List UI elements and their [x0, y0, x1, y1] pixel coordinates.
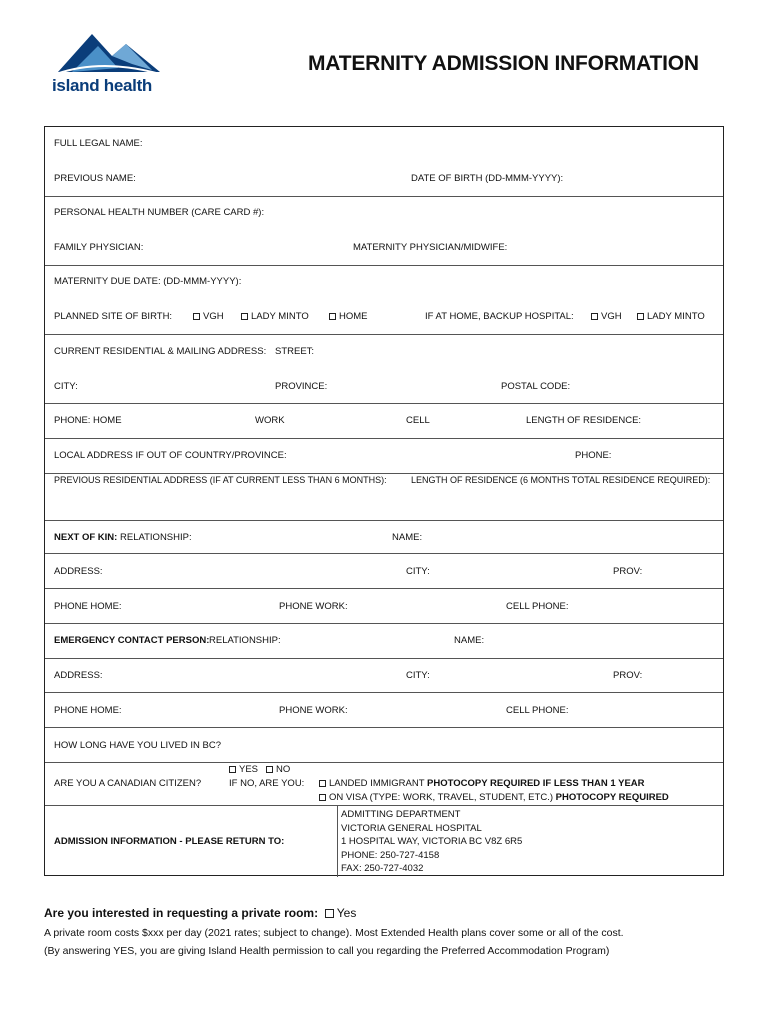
phn-label[interactable]: PERSONAL HEALTH NUMBER (CARE CARD #):	[54, 207, 265, 218]
family-physician-label[interactable]: FAMILY PHYSICIAN:	[54, 242, 144, 253]
on-visa-checkbox[interactable]: ON VISA (TYPE: WORK, TRAVEL, STUDENT, ETC.) PHOTOCOPY REQUIRED	[319, 792, 669, 804]
city-label[interactable]: CITY:	[54, 381, 78, 392]
full-legal-name-label[interactable]: FULL LEGAL NAME:	[54, 138, 143, 149]
checkbox-icon	[193, 313, 200, 320]
return-address: ADMITTING DEPARTMENT VICTORIA GENERAL HOSPITAL 1 HOSPITAL WAY, VICTORIA BC V8Z 6R5 PHONE: 250-727-4158 FAX: 250-727-4032	[341, 809, 523, 874]
how-long-bc-label[interactable]: HOW LONG HAVE YOU LIVED IN BC?	[54, 740, 221, 751]
phone-home-label[interactable]: PHONE: HOME	[54, 415, 122, 426]
admission-form	[44, 126, 724, 876]
previous-name-label[interactable]: PREVIOUS NAME:	[54, 173, 136, 184]
citizen-no-checkbox[interactable]: NO	[266, 764, 290, 776]
province-label[interactable]: PROVINCE:	[275, 381, 328, 392]
nok-relationship-label[interactable]: RELATIONSHIP:	[120, 532, 192, 543]
checkbox-icon	[319, 780, 326, 787]
ec-cell-phone-label[interactable]: CELL PHONE:	[506, 705, 569, 716]
logo-text: island health	[52, 76, 153, 95]
nok-name-label[interactable]: NAME:	[392, 532, 423, 543]
checkbox-icon	[241, 313, 248, 320]
checkbox-icon	[229, 766, 236, 773]
landed-immigrant-checkbox[interactable]: LANDED IMMIGRANT PHOTOCOPY REQUIRED IF LESS THAN 1 YEAR	[319, 778, 645, 790]
backup-hospital-label: IF AT HOME, BACKUP HOSPITAL:	[425, 311, 574, 322]
maternity-physician-label[interactable]: MATERNITY PHYSICIAN/MIDWIFE:	[353, 242, 508, 253]
private-room-note: A private room costs $xxx per day (2021 rates; subject to change). Most Extended Health plans cover some or all of the cost.	[44, 927, 624, 939]
ec-relationship-label[interactable]: RELATIONSHIP:	[209, 635, 281, 646]
nok-phone-work-label[interactable]: PHONE WORK:	[279, 601, 348, 612]
checkbox-icon	[319, 794, 326, 801]
checkbox-icon	[591, 313, 598, 320]
checkbox-icon	[325, 909, 334, 918]
date-of-birth-label[interactable]: DATE OF BIRTH (DD-MMM-YYYY):	[411, 173, 564, 184]
local-address-label[interactable]: LOCAL ADDRESS IF OUT OF COUNTRY/PROVINCE:	[54, 450, 287, 461]
planned-site-label: PLANNED SITE OF BIRTH:	[54, 311, 173, 322]
private-room-permission-note: (By answering YES, you are giving Island Health permission to call you regarding the Preferred Accommodation Program)	[44, 945, 610, 957]
site-lady-minto-checkbox[interactable]: LADY MINTO	[241, 311, 309, 323]
private-room-yes-checkbox[interactable]: Yes	[321, 906, 356, 920]
admission-info-label: ADMISSION INFORMATION - PLEASE RETURN TO:	[54, 836, 285, 847]
length-of-residence-label[interactable]: LENGTH OF RESIDENCE:	[526, 415, 642, 426]
emergency-contact-label: EMERGENCY CONTACT PERSON:	[54, 635, 210, 646]
citizen-yes-checkbox[interactable]: YES	[229, 764, 258, 776]
due-date-label[interactable]: MATERNITY DUE DATE: (DD-MMM-YYYY):	[54, 276, 242, 287]
backup-lady-minto-checkbox[interactable]: LADY MINTO	[637, 311, 705, 323]
checkbox-icon	[329, 313, 336, 320]
ec-phone-work-label[interactable]: PHONE WORK:	[279, 705, 348, 716]
site-vgh-checkbox[interactable]: VGH	[193, 311, 224, 323]
current-address-label: CURRENT RESIDENTIAL & MAILING ADDRESS:	[54, 346, 267, 357]
cell-phone-label[interactable]: CELL	[406, 415, 430, 426]
page-title: MATERNITY ADMISSION INFORMATION	[308, 52, 699, 75]
next-of-kin-label: NEXT OF KIN:	[54, 532, 118, 543]
nok-phone-home-label[interactable]: PHONE HOME:	[54, 601, 122, 612]
work-phone-label[interactable]: WORK	[255, 415, 285, 426]
ec-city-label[interactable]: CITY:	[406, 670, 430, 681]
nok-cell-phone-label[interactable]: CELL PHONE:	[506, 601, 569, 612]
ec-name-label[interactable]: NAME:	[454, 635, 485, 646]
nok-city-label[interactable]: CITY:	[406, 566, 430, 577]
canadian-citizen-label: ARE YOU A CANADIAN CITIZEN?	[54, 778, 202, 789]
previous-length-label[interactable]: LENGTH OF RESIDENCE (6 MONTHS TOTAL RESIDENCE REQUIRED):	[411, 475, 711, 485]
ec-prov-label[interactable]: PROV:	[613, 670, 643, 681]
nok-prov-label[interactable]: PROV:	[613, 566, 643, 577]
checkbox-icon	[266, 766, 273, 773]
postal-code-label[interactable]: POSTAL CODE:	[501, 381, 571, 392]
ec-phone-home-label[interactable]: PHONE HOME:	[54, 705, 122, 716]
checkbox-icon	[637, 313, 644, 320]
ec-address-label[interactable]: ADDRESS:	[54, 670, 103, 681]
site-home-checkbox[interactable]: HOME	[329, 311, 368, 323]
street-label[interactable]: STREET:	[275, 346, 315, 357]
local-phone-label[interactable]: PHONE:	[575, 450, 612, 461]
backup-vgh-checkbox[interactable]: VGH	[591, 311, 622, 323]
nok-address-label[interactable]: ADDRESS:	[54, 566, 103, 577]
previous-address-label[interactable]: PREVIOUS RESIDENTIAL ADDRESS (IF AT CURRENT LESS THAN 6 MONTHS):	[54, 475, 387, 485]
if-no-label: IF NO, ARE YOU:	[229, 778, 305, 789]
private-room-question: Are you interested in requesting a private room: Yes	[44, 906, 357, 920]
